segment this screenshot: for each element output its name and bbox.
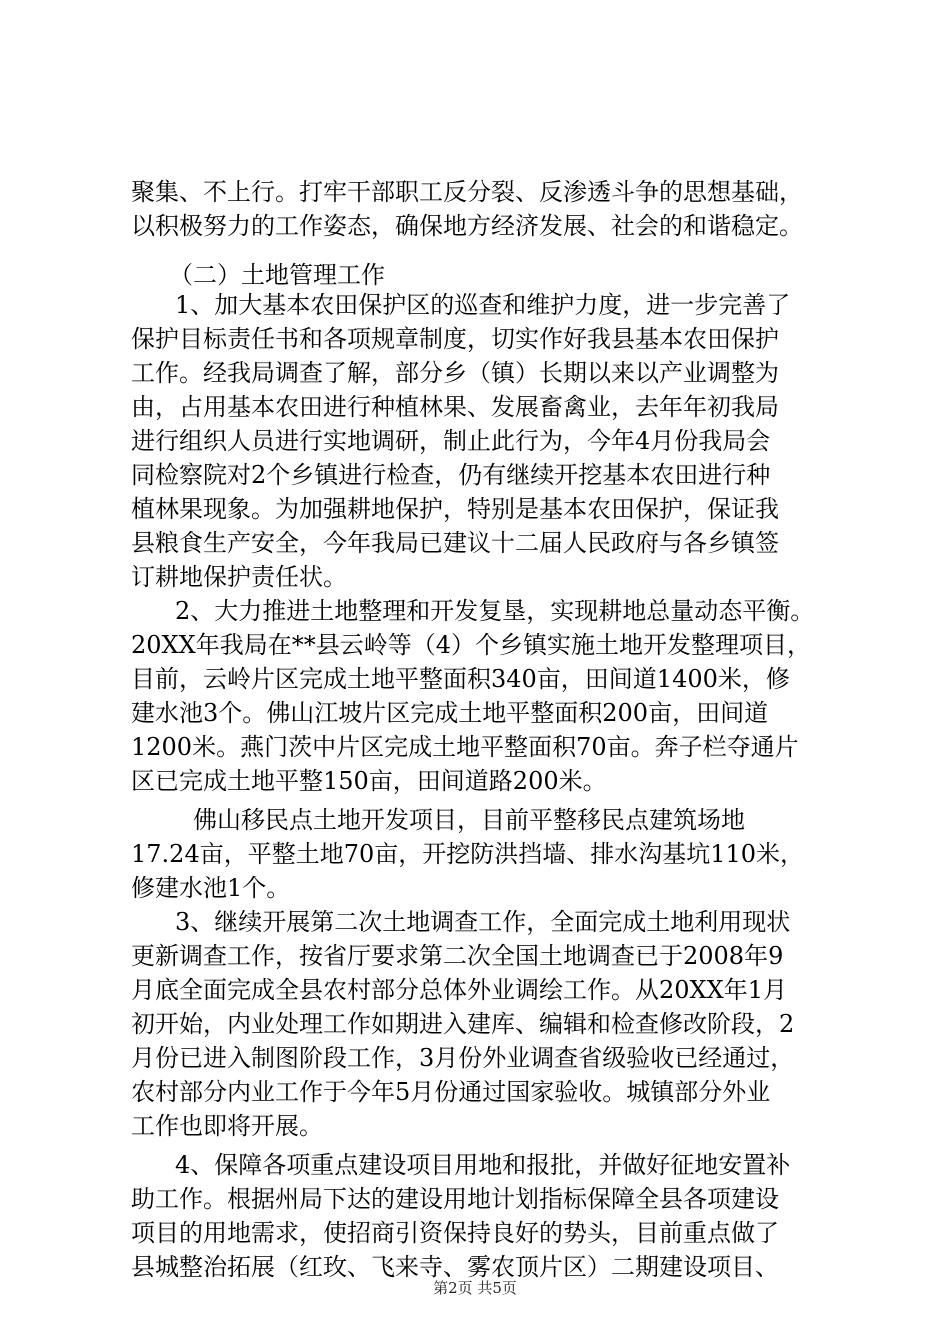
text-line: 月份已进入制图阶段工作，3月份外业调查省级验收已经通过， xyxy=(131,1044,795,1072)
text-line: 修建水池1个。 xyxy=(131,874,291,902)
text-line: 目前，云岭片区完成土地平整面积340亩，田间道1400米，修 xyxy=(131,665,790,693)
text-line: 区已完成土地平整150亩，田间道路200米。 xyxy=(131,767,607,795)
text-line: 初开始，内业处理工作如期进入建库、编辑和检查修改阶段，2 xyxy=(131,1010,795,1038)
text-line: 同检察院对2个乡镇进行检查，仍有继续开挖基本农田进行种 xyxy=(131,461,771,489)
text-line: 1、加大基本农田保护区的巡查和维护力度，进一步完善了 xyxy=(175,291,791,319)
text-line: 佛山移民点土地开发项目，目前平整移民点建筑场地 xyxy=(193,806,745,834)
text-line: 更新调查工作，按省厅要求第二次全国土地调查已于2008年9 xyxy=(131,942,784,970)
section-heading: （二）土地管理工作 xyxy=(169,261,385,289)
text-line: 项目的用地需求，使招商引资保持良好的势头，目前重点做了 xyxy=(131,1219,779,1247)
text-line: 3、继续开展第二次土地调查工作，全面完成土地利用现状 xyxy=(175,908,791,936)
text-line: 17.24亩，平整土地70亩，开挖防洪挡墙、排水沟基坑110米， xyxy=(131,840,805,868)
text-line: 2、大力推进土地整理和开发复垦，实现耕地总量动态平衡。 xyxy=(175,597,815,625)
text-line: 订耕地保护责任状。 xyxy=(131,563,347,591)
text-line: 工作也即将开展。 xyxy=(131,1112,323,1140)
text-line: 以积极努力的工作姿态，确保地方经济发展、社会的和谐稳定。 xyxy=(131,212,803,240)
text-line: 20XX年我局在**县云岭等（4）个乡镇实施土地开发整理项目， xyxy=(131,631,811,659)
text-line: 进行组织人员进行实地调研，制止此行为，今年4月份我局会 xyxy=(131,427,771,455)
text-line: 工作。经我局调查了解，部分乡（镇）长期以来以产业调整为 xyxy=(131,359,779,387)
text-line: 聚集、不上行。打牢干部职工反分裂、反渗透斗争的思想基础， xyxy=(131,178,803,206)
text-line: 保护目标责任书和各项规章制度，切实作好我县基本农田保护 xyxy=(131,325,779,353)
text-line: 建水池3个。佛山江坡片区完成土地平整面积200亩，田间道 xyxy=(131,699,769,727)
text-line: 1200米。燕门茨中片区完成土地平整面积70亩。奔子栏夺通片 xyxy=(131,733,799,761)
text-line: 农村部分内业工作于今年5月份通过国家验收。城镇部分外业 xyxy=(131,1078,771,1106)
text-line: 4、保障各项重点建设项目用地和报批，并做好征地安置补 xyxy=(175,1151,791,1179)
text-line: 由，占用基本农田进行种植林果、发展畜禽业，去年年初我局 xyxy=(131,393,779,421)
text-line: 植林果现象。为加强耕地保护，特别是基本农田保护，保证我 xyxy=(131,495,779,523)
text-line: 月底全面完成全县农村部分总体外业调绘工作。从20XX年1月 xyxy=(131,976,787,1004)
text-line: 县城整治拓展（红玫、飞来寺、雾农顶片区）二期建设项目、 xyxy=(131,1253,779,1281)
text-line: 助工作。根据州局下达的建设用地计划指标保障全县各项建设 xyxy=(131,1185,779,1213)
text-line: 县粮食生产安全，今年我局已建议十二届人民政府与各乡镇签 xyxy=(131,529,779,557)
page-footer: 第2页 共5页 xyxy=(433,1279,517,1297)
